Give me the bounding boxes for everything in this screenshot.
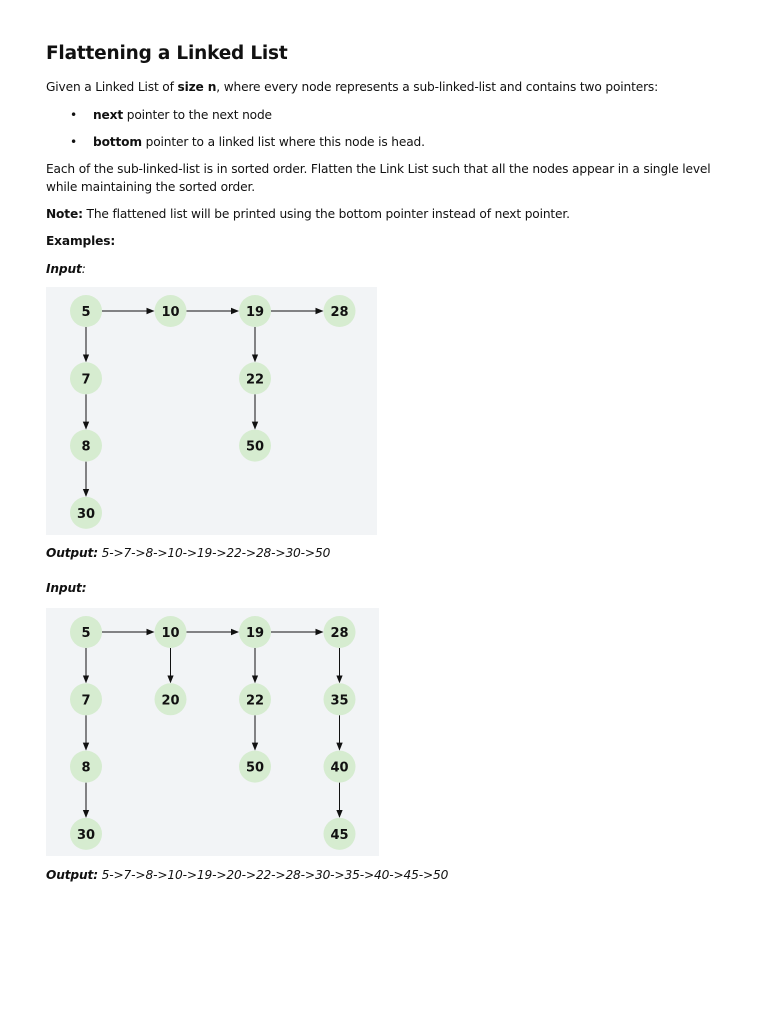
node-value: 30 <box>76 506 96 522</box>
node-value: 50 <box>245 760 265 776</box>
node-value: 22 <box>245 372 265 388</box>
list-node <box>70 430 102 462</box>
list-node <box>70 751 102 783</box>
intro-suffix: , where every node represents a sub-linked-list and contains two pointers: <box>216 80 659 94</box>
node-value: 7 <box>81 693 91 709</box>
list-node <box>239 751 271 783</box>
list-node <box>324 683 356 715</box>
list-node <box>239 616 271 648</box>
list-node <box>324 751 356 783</box>
node-value: 40 <box>330 760 349 776</box>
intro-prefix: Given a Linked List of <box>46 80 178 94</box>
note-label: Note: <box>46 207 83 221</box>
node-value: 8 <box>81 760 91 776</box>
list-node <box>70 362 102 394</box>
node-value: 28 <box>330 626 349 641</box>
input-label-text: Input: <box>46 581 87 595</box>
example-1-diagram <box>46 287 377 535</box>
list-node <box>239 362 271 394</box>
output-value: 5->7->8->10->19->22->28->30->50 <box>97 546 331 560</box>
list-node <box>155 616 187 648</box>
description-paragraph: Each of the sub-linked-list is in sorted order. Flatten the Link List such that all the nodes appear in a single level while maintaining the sorted order. <box>46 162 711 194</box>
example-2-input-label <box>46 579 86 597</box>
bullet-dot-icon: • <box>70 108 78 122</box>
list-node <box>324 818 356 850</box>
list-node <box>239 295 271 327</box>
node-value: 35 <box>330 693 349 709</box>
node-value: 45 <box>330 827 349 843</box>
node-value: 19 <box>245 626 265 641</box>
output-value: 5->7->8->10->19->20->22->28->30->35->40->45->50 <box>97 868 449 882</box>
note-paragraph <box>46 205 570 223</box>
list-node <box>155 683 187 715</box>
node-value: 28 <box>330 305 349 320</box>
node-value: 30 <box>76 827 96 843</box>
bullet-bold: next <box>93 108 124 122</box>
node-value: 19 <box>245 305 265 320</box>
list-node <box>239 683 271 715</box>
intro-bold: size n <box>177 80 217 94</box>
note-text: The flattened list will be printed using the bottom pointer instead of next pointer. <box>82 207 570 221</box>
node-value: 22 <box>245 693 265 709</box>
list-node <box>70 616 102 648</box>
intro-paragraph <box>46 78 658 96</box>
example-1-input-label <box>46 260 86 278</box>
list-node <box>324 295 356 327</box>
list-node <box>324 616 356 648</box>
list-node <box>239 430 271 462</box>
example-1-input-svg <box>46 287 377 535</box>
list-node <box>70 683 102 715</box>
node-value: 20 <box>161 693 180 709</box>
node-value: 10 <box>161 626 180 641</box>
node-value: 5 <box>81 305 91 320</box>
list-node <box>70 497 102 529</box>
node-value: 8 <box>81 439 91 455</box>
bullet-text: pointer to the next node <box>123 108 272 122</box>
output-label: Output: <box>46 546 98 560</box>
examples-heading <box>46 232 115 250</box>
example-2-input-svg <box>46 608 379 856</box>
example-2-output <box>46 866 448 884</box>
example-1-output <box>46 544 330 562</box>
node-value: 5 <box>81 626 91 641</box>
node-value: 50 <box>245 439 265 455</box>
bullet-bold: bottom <box>93 135 142 149</box>
list-node <box>70 818 102 850</box>
list-node <box>155 295 187 327</box>
examples-heading-text: Examples: <box>46 234 116 248</box>
input-label-colon: : <box>81 262 86 276</box>
input-label-text: Input <box>46 262 82 276</box>
bullet-dot-icon: • <box>70 135 78 149</box>
output-label: Output: <box>46 868 98 882</box>
bullet-text: pointer to a linked list where this node is head. <box>141 135 425 149</box>
example-2-diagram <box>46 608 379 856</box>
list-node <box>70 295 102 327</box>
page-title: Flattening a Linked List <box>46 43 288 64</box>
node-value: 10 <box>161 305 180 320</box>
node-value: 7 <box>81 372 91 388</box>
